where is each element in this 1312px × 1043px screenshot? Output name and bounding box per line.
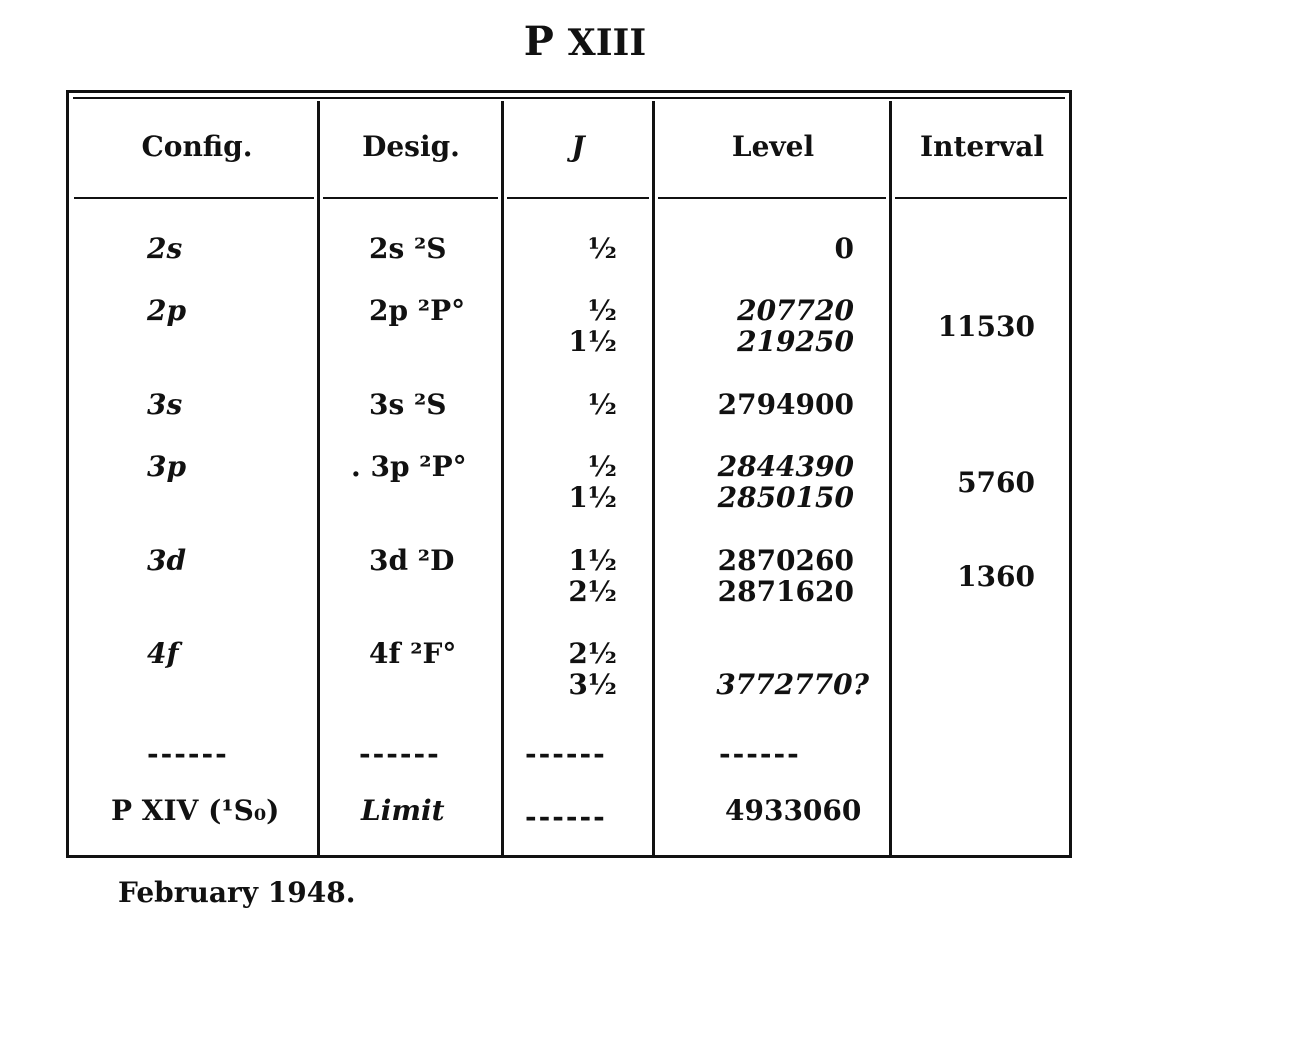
row-desig: 2p ²P°	[369, 294, 466, 327]
header-rule	[658, 197, 886, 199]
title-ion: XIII	[567, 22, 647, 64]
row-j: 2½	[568, 637, 617, 670]
row-j: 1½	[568, 481, 617, 514]
header-config: Config.	[141, 130, 253, 163]
header-rule	[323, 197, 498, 199]
row-desig: 4f ²F°	[369, 637, 457, 670]
row-interval: 5760	[957, 466, 1035, 499]
row-desig: 3d ²D	[369, 544, 455, 577]
row-j: ½	[587, 388, 617, 421]
energy-level-table	[66, 90, 1072, 858]
row-config: 4f	[147, 637, 179, 670]
row-interval: 11530	[937, 310, 1035, 343]
row-j: ½	[587, 294, 617, 327]
row-j: 2½	[568, 575, 617, 608]
header-interval: Interval	[919, 130, 1044, 163]
limit-desig: Limit	[361, 794, 445, 827]
row-desig: 3s ²S	[369, 388, 447, 421]
row-level: 0	[834, 232, 854, 265]
row-config: 3p	[147, 450, 187, 483]
footer-date: February 1948.	[118, 876, 356, 909]
limit-j: ------	[525, 800, 607, 833]
row-j: 3½	[568, 668, 617, 701]
row-interval: 1360	[957, 560, 1035, 593]
row-j: ½	[587, 232, 617, 265]
limit-config: P XIV (¹S₀)	[111, 794, 280, 827]
row-level: 219250	[737, 325, 854, 358]
column-divider	[501, 101, 504, 855]
header-j: J	[571, 130, 585, 163]
separator-dashes: ------	[359, 737, 441, 770]
header-rule	[74, 197, 314, 199]
row-level: 3772770?	[716, 668, 869, 701]
row-config: 3s	[147, 388, 183, 421]
limit-level: 4933060	[725, 794, 862, 827]
row-config: 3d	[147, 544, 187, 577]
separator-dashes: ------	[147, 737, 229, 770]
row-level: 2850150	[717, 481, 854, 514]
separator-dashes: ------	[525, 737, 607, 770]
row-j: 1½	[568, 544, 617, 577]
row-config: 2p	[147, 294, 187, 327]
page-title	[0, 18, 1170, 65]
row-level: 207720	[737, 294, 854, 327]
header-rule	[895, 197, 1067, 199]
row-j: 1½	[568, 325, 617, 358]
row-j: ½	[587, 450, 617, 483]
row-level: 2871620	[717, 575, 854, 608]
column-divider	[652, 101, 655, 855]
title-element: P	[523, 18, 554, 65]
row-level: 2870260	[717, 544, 854, 577]
header-rule	[507, 197, 649, 199]
header-desig: Desig.	[362, 130, 460, 163]
column-divider	[889, 101, 892, 855]
separator-dashes: ------	[719, 737, 801, 770]
row-level: 2794900	[717, 388, 854, 421]
row-desig: 2s ²S	[369, 232, 447, 265]
column-divider	[317, 101, 320, 855]
row-config: 2s	[147, 232, 183, 265]
row-desig: . 3p ²P°	[351, 450, 467, 483]
header-level: Level	[731, 130, 815, 163]
row-level: 2844390	[717, 450, 854, 483]
